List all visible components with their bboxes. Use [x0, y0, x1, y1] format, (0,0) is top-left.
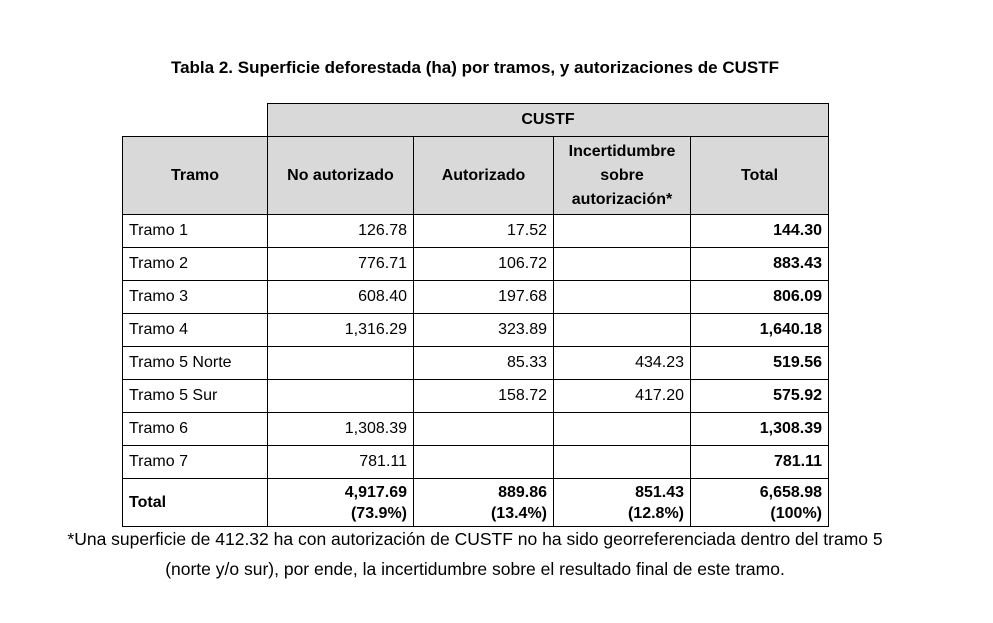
cell-no-autorizado: 1,308.39 [268, 413, 414, 446]
total-value: 851.43 [635, 483, 684, 501]
total-value: 889.86 [498, 483, 547, 501]
header-total: Total [691, 137, 829, 215]
blank-corner-cell [123, 104, 268, 137]
header-tramo: Tramo [123, 137, 268, 215]
row-label: Tramo 4 [123, 314, 268, 347]
table-row [123, 215, 829, 248]
total-percent: (100%) [770, 504, 822, 522]
table-row [123, 413, 829, 446]
cell-total: 883.43 [691, 248, 829, 281]
footnote [0, 524, 950, 584]
row-label: Tramo 1 [123, 215, 268, 248]
table-row [123, 248, 829, 281]
cell-no-autorizado: 1,316.29 [268, 314, 414, 347]
total-percent: (13.4%) [490, 504, 547, 522]
group-header-row [123, 104, 829, 137]
row-label: Tramo 7 [123, 446, 268, 479]
cell-no-autorizado: 781.11 [268, 446, 414, 479]
totals-row [123, 479, 829, 527]
cell-autorizado: 17.52 [414, 215, 554, 248]
row-label: Tramo 6 [123, 413, 268, 446]
total-total [691, 479, 829, 527]
cell-incertidumbre [554, 215, 691, 248]
cell-no-autorizado [268, 347, 414, 380]
total-incertidumbre [554, 479, 691, 527]
cell-incertidumbre [554, 314, 691, 347]
cell-total: 1,308.39 [691, 413, 829, 446]
cell-no-autorizado: 126.78 [268, 215, 414, 248]
cell-incertidumbre: 417.20 [554, 380, 691, 413]
table-row [123, 380, 829, 413]
cell-incertidumbre [554, 281, 691, 314]
cell-no-autorizado [268, 380, 414, 413]
row-label: Tramo 3 [123, 281, 268, 314]
cell-autorizado [414, 413, 554, 446]
cell-total: 575.92 [691, 380, 829, 413]
table-title: Tabla 2. Superficie deforestada (ha) por tramos, y autorizaciones de CUSTF [170, 58, 780, 77]
cell-incertidumbre: 434.23 [554, 347, 691, 380]
cell-incertidumbre [554, 248, 691, 281]
cell-total: 144.30 [691, 215, 829, 248]
total-percent: (73.9%) [350, 504, 407, 522]
deforestation-table [122, 103, 829, 527]
cell-autorizado: 158.72 [414, 380, 554, 413]
footnote-line-1: *Una superficie de 412.32 ha con autorización de CUSTF no ha sido georreferenciada dentro del tramo 5 [67, 529, 883, 549]
header-incertidumbre: Incertidumbre sobre autorización* [554, 137, 691, 215]
cell-autorizado: 197.68 [414, 281, 554, 314]
cell-total: 1,640.18 [691, 314, 829, 347]
footnote-line-2: (norte y/o sur), por ende, la incertidumbre sobre el resultado final de este tramo. [165, 559, 785, 579]
row-label: Tramo 2 [123, 248, 268, 281]
cell-autorizado: 106.72 [414, 248, 554, 281]
total-percent: (12.8%) [627, 504, 684, 522]
cell-autorizado: 323.89 [414, 314, 554, 347]
row-label: Tramo 5 Norte [123, 347, 268, 380]
table-row [123, 281, 829, 314]
cell-autorizado [414, 446, 554, 479]
row-label: Tramo 5 Sur [123, 380, 268, 413]
column-header-row [123, 137, 829, 215]
cell-total: 806.09 [691, 281, 829, 314]
table-row [123, 347, 829, 380]
total-value: 6,658.98 [759, 483, 822, 501]
cell-total: 519.56 [691, 347, 829, 380]
total-no-autorizado [268, 479, 414, 527]
header-no-autorizado: No autorizado [268, 137, 414, 215]
totals-label: Total [123, 479, 268, 527]
cell-no-autorizado: 608.40 [268, 281, 414, 314]
cell-incertidumbre [554, 446, 691, 479]
cell-no-autorizado: 776.71 [268, 248, 414, 281]
table-row [123, 314, 829, 347]
total-value: 4,917.69 [344, 483, 407, 501]
cell-autorizado: 85.33 [414, 347, 554, 380]
table-row [123, 446, 829, 479]
total-autorizado [414, 479, 554, 527]
cell-total: 781.11 [691, 446, 829, 479]
cell-incertidumbre [554, 413, 691, 446]
header-autorizado: Autorizado [414, 137, 554, 215]
custf-group-header: CUSTF [268, 104, 829, 137]
